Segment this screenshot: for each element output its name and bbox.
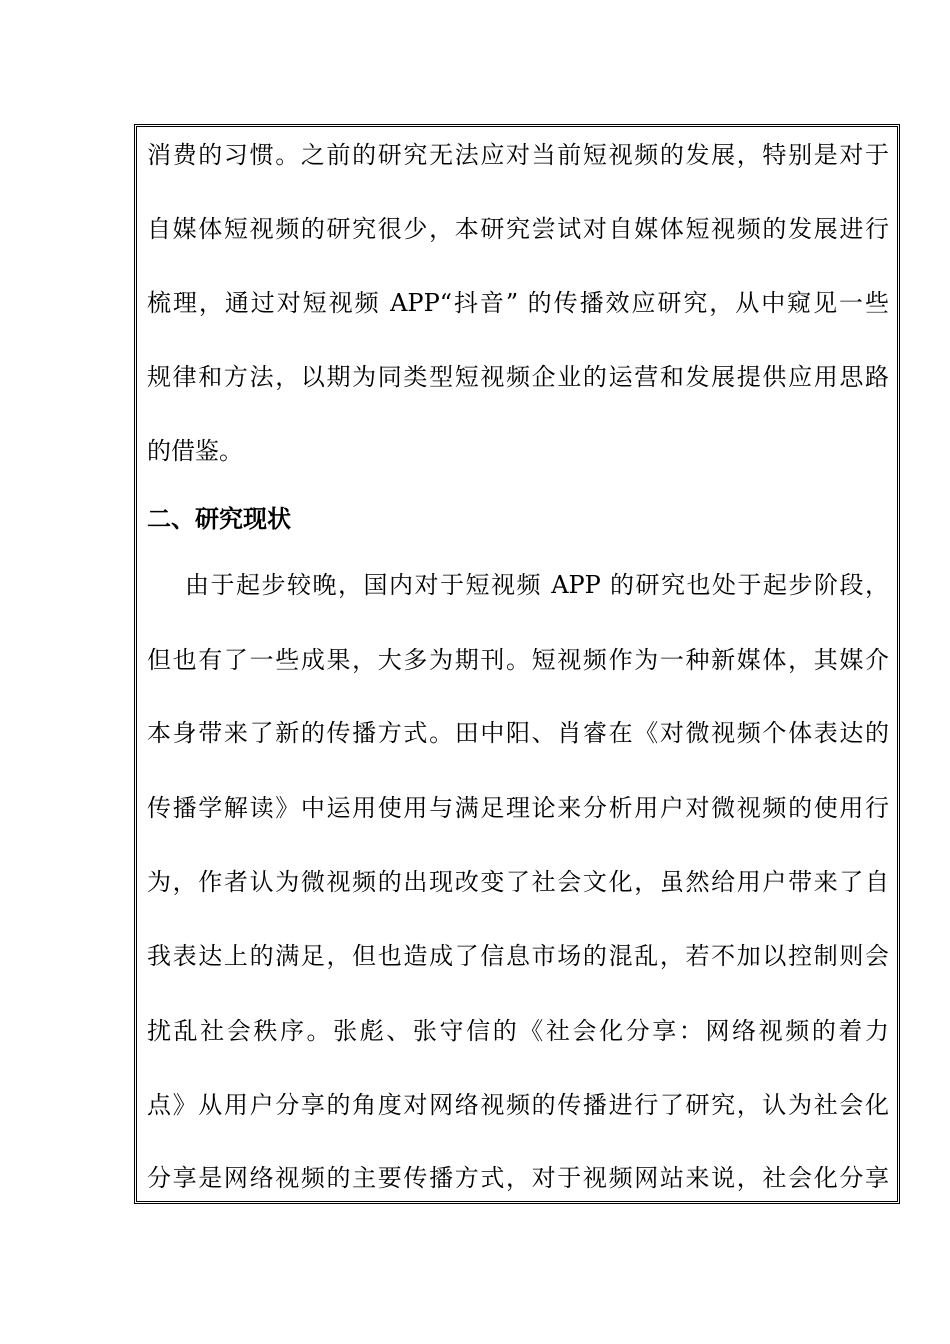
paragraph-line: 规律和方法，以期为同类型短视频企业的运营和发展提供应用思路 xyxy=(147,363,889,391)
paragraph-line: 本身带来了新的传播方式。田中阳、肖睿在《对微视频个体表达的 xyxy=(147,719,889,747)
paragraph-line: 我表达上的满足，但也造成了信息市场的混乱，若不加以控制则会 xyxy=(147,942,889,970)
paragraph-line: 由于起步较晚，国内对于短视频 APP 的研究也处于起步阶段， xyxy=(185,571,889,599)
paragraph-line: 自媒体短视频的研究很少，本研究尝试对自媒体短视频的发展进行 xyxy=(147,215,889,243)
paragraph-line: 梳理，通过对短视频 APP“抖音” 的传播效应研究，从中窥见一些 xyxy=(147,289,889,317)
paragraph-line: 传播学解读》中运用使用与满足理论来分析用户对微视频的使用行 xyxy=(147,794,889,822)
paragraph-line: 但也有了一些成果，大多为期刊。短视频作为一种新媒体，其媒介 xyxy=(147,646,889,674)
paragraph-line: 扰乱社会秩序。张彪、张守信的《社会化分享：网络视频的着力 xyxy=(147,1017,889,1045)
section-heading: 二、研究现状 xyxy=(147,505,291,533)
paragraph-line: 消费的习惯。之前的研究无法应对当前短视频的发展，特别是对于 xyxy=(147,141,889,169)
paragraph-line: 为，作者认为微视频的出现改变了社会文化，虽然给用户带来了自 xyxy=(147,868,889,896)
paragraph-line: 的借鉴。 xyxy=(147,437,243,465)
paragraph-line: 分享是网络视频的主要传播方式，对于视频网站来说，社会化分享 xyxy=(147,1164,889,1192)
paragraph-line: 点》从用户分享的角度对网络视频的传播进行了研究，认为社会化 xyxy=(147,1091,889,1119)
